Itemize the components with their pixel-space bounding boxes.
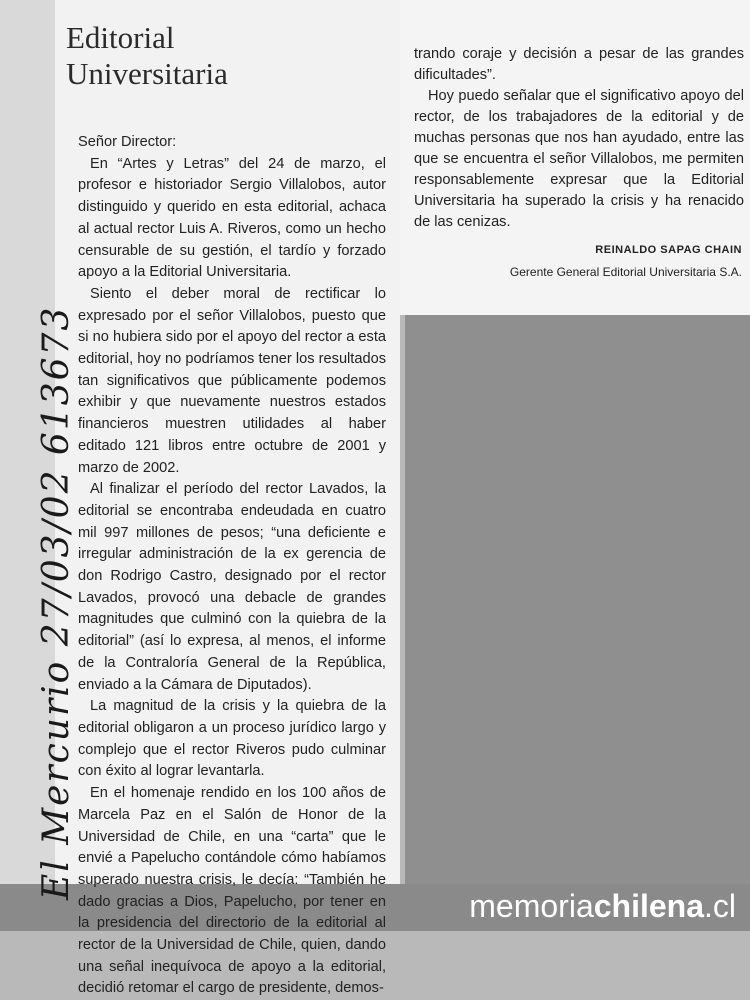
paragraph-salutation: Señor Director:: [78, 134, 177, 150]
article-body-left: [78, 132, 386, 1000]
paragraph-continuation: trando coraje y decisión a pesar de las grandes dificultades”.: [414, 46, 744, 83]
signature-name: REINALDO SAPAG CHAIN: [595, 244, 742, 256]
article-title-line2: Universitaria: [66, 56, 228, 91]
watermark-part2: chilena: [593, 888, 704, 924]
paragraph: En “Artes y Letras” del 24 de marzo, el profesor e historiador Sergio Villalobos, autor distinguido y querido en esta editorial, achaca al actual rector Luis A. Riveros, como un hecho censurable de su gestión, el tardío y forzado apoyo a la Editorial Universitaria.: [78, 155, 386, 281]
signature-title: Gerente General Editorial Universitaria S.A.: [509, 265, 742, 279]
paragraph: Hoy puedo señalar que el significativo apoyo del rector, de los trabajadores de la editorial y de muchas personas que nos han ayudado, entre las que se encuentra el señor Villalobos, me permiten responsablemente expresar que la Editorial Universitaria ha superado la crisis y ha renacido de las cenizas.: [414, 88, 744, 230]
paragraph: Al finalizar el período del rector Lavados, la editorial se encontraba endeudada en cuatro mil 997 millones de pesos; “una deficiente e irregular administración de la ex gerencia de don Rodrigo Castro, designado por el rector Lavados, provocó una debacle de grandes magnitudes que culminó con la quiebra de la editorial” (así lo expresa, al menos, el informe de la Contraloría General de la República, enviado a la Cámara de Diputados).: [78, 481, 386, 693]
paragraph: Siento el deber moral de rectificar lo expresado por el señor Villalobos, puesto que si no hubiera sido por el apoyo del rector a esta editorial, hoy no podríamos tener los resultados tan significativos que públicamente podemos exhibir y que nuevamente nuestros estados financieros muestren utilidades al haber editado 121 libros entre octubre de 2001 y marzo de 2002.: [78, 285, 386, 476]
paragraph: La magnitud de la crisis y la quiebra de la editorial obligaron a un proceso jurídico largo y complejo que el rector Riveros pudo culminar con éxito al lograr levantarla.: [78, 698, 386, 780]
watermark-part3: .cl: [704, 888, 736, 924]
article-title-line1: Editorial: [66, 20, 175, 55]
handwritten-note: El Mercurio 27/03/02 613673: [36, 305, 77, 900]
watermark-part1: memoria: [469, 888, 594, 924]
article-body-right: [414, 44, 744, 233]
empty-gray-area: [405, 315, 750, 931]
watermark-logo: [469, 888, 736, 925]
paragraph: En el homenaje rendido en los 100 años de Marcela Paz en el Salón de Honor de la Universidad de Chile, en una “carta” que le envié a Papelucho contándole cómo habíamos superado nuestra crisis, le decía: “También he dado gracias a Dios, Papelucho, por tener en la presidencia del directorio de la editorial al rector de la Universidad de Chile, quien, dando una señal inequívoca de apoyo a la editorial, decidió retomar el cargo de presidente, demos-: [78, 785, 386, 997]
article-title: [66, 20, 386, 92]
